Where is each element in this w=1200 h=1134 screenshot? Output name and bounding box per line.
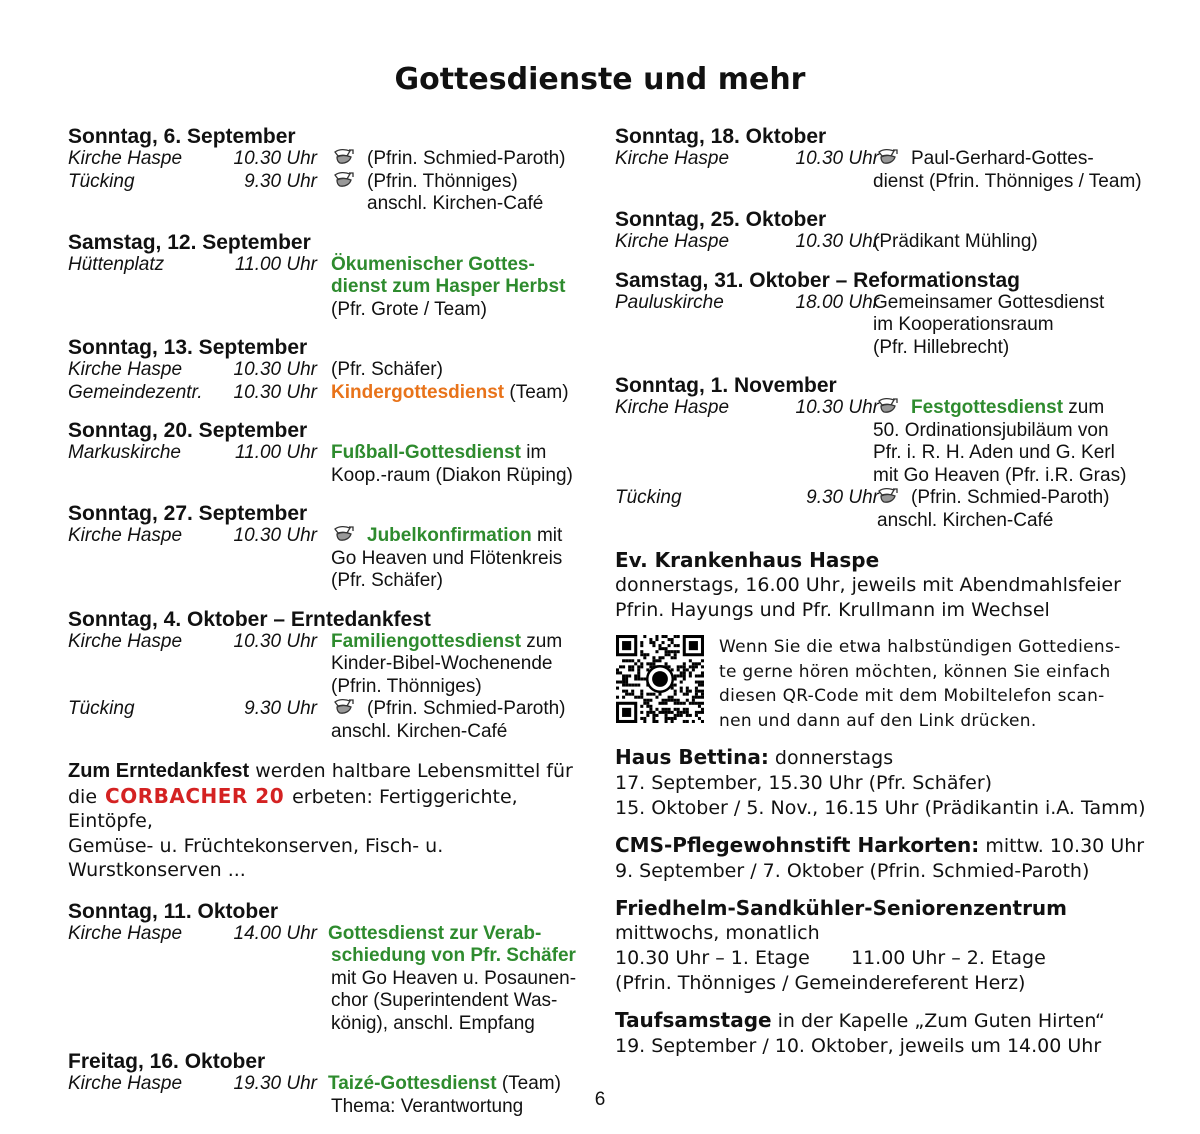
event-description bbox=[331, 968, 593, 991]
event-row bbox=[68, 676, 593, 699]
event-row bbox=[615, 510, 1155, 533]
right-events bbox=[615, 126, 1155, 532]
krankenhaus-block bbox=[615, 548, 1155, 623]
page-number: 6 bbox=[594, 1089, 606, 1110]
event-row bbox=[68, 653, 593, 676]
event-place: Tücking bbox=[68, 170, 135, 192]
event-block bbox=[615, 209, 1155, 254]
event-place: Kirche Haspe bbox=[68, 148, 183, 169]
event-row bbox=[68, 990, 593, 1013]
event-place: Kirche Haspe bbox=[615, 148, 730, 169]
event-highlight: Taizé-Gottesdienst bbox=[328, 1073, 497, 1094]
krankenhaus-line: donnerstags, 16.00 Uhr, jeweils mit Abendmahlsfeier bbox=[615, 574, 1121, 596]
event-time: 11.00 Uhr bbox=[234, 253, 317, 275]
right-column bbox=[615, 126, 1155, 1071]
event-place: Markuskirche bbox=[68, 442, 181, 463]
event-block bbox=[68, 901, 593, 1036]
event-date: Sonntag, 1. November bbox=[615, 374, 837, 397]
event-place: Gemeindezentr. bbox=[68, 381, 203, 403]
event-description bbox=[331, 276, 593, 299]
event-description bbox=[877, 510, 1155, 533]
qr-block bbox=[615, 635, 1155, 733]
event-description bbox=[877, 397, 1155, 420]
event-description bbox=[333, 171, 593, 194]
event-row bbox=[615, 171, 1155, 194]
event-description bbox=[331, 1013, 593, 1036]
event-date: Sonntag, 25. Oktober bbox=[615, 208, 827, 231]
event-time: 10.30 Uhr bbox=[233, 148, 317, 169]
event-text: Pfr. i. R. H. Aden und G. Kerl bbox=[873, 442, 1115, 463]
event-time: 9.30 Uhr bbox=[244, 170, 317, 192]
bettina-line: 15. Oktober / 5. Nov., 16.15 Uhr (Prädikantin i.A. Tamm) bbox=[615, 797, 1146, 819]
note-text: erbeten: Fertiggerichte, Eintöpfe, bbox=[68, 785, 518, 832]
event-description bbox=[367, 193, 593, 216]
qr-line: Wenn Sie die etwa halbstündigen Gottediens- bbox=[719, 637, 1121, 657]
event-row bbox=[68, 945, 593, 968]
event-row bbox=[68, 359, 593, 382]
left-events bbox=[68, 126, 593, 743]
event-block bbox=[615, 126, 1155, 193]
note-text: werden haltbare Lebensmittel für bbox=[249, 760, 573, 782]
event-row bbox=[615, 465, 1155, 488]
event-row bbox=[68, 193, 593, 216]
event-time: 11.00 Uhr bbox=[234, 442, 317, 463]
event-text: zum bbox=[1063, 397, 1105, 418]
event-highlight: Gottesdienst zur Verab- bbox=[328, 922, 542, 944]
event-place: Hüttenplatz bbox=[68, 253, 165, 275]
event-text: (Pfr. Hillebrecht) bbox=[873, 336, 1010, 358]
qr-line: diesen QR-Code mit dem Mobiltelefon scan- bbox=[719, 686, 1105, 706]
left-events-2 bbox=[68, 901, 593, 1119]
event-description bbox=[331, 299, 593, 322]
event-time: 10.30 Uhr bbox=[795, 231, 879, 252]
cms-block bbox=[615, 833, 1155, 884]
event-text: im Kooperationsraum bbox=[873, 314, 1054, 335]
event-text: im bbox=[521, 442, 547, 463]
event-highlight: Fußball-Gottesdienst bbox=[331, 442, 521, 463]
event-description bbox=[877, 487, 1155, 510]
event-text: Kinder-Bibel-Wochenende bbox=[331, 653, 553, 674]
event-block bbox=[615, 375, 1155, 532]
seniorenzentrum-heading: Friedhelm-Sandkühler-Seniorenzentrum bbox=[615, 896, 1068, 920]
event-highlight: dienst zum Hasper Herbst bbox=[331, 276, 566, 297]
event-row bbox=[68, 299, 593, 322]
event-text: (Pfrin. Schmied-Paroth) bbox=[367, 148, 566, 169]
event-time: 14.00 Uhr bbox=[233, 922, 317, 944]
event-date: Sonntag, 27. September bbox=[68, 502, 308, 525]
taufe-block bbox=[615, 1008, 1155, 1059]
event-highlight: Kindergottesdienst bbox=[331, 381, 505, 403]
event-block bbox=[68, 232, 593, 322]
event-text: mit bbox=[531, 525, 563, 546]
event-text: (Pfr. Grote / Team) bbox=[331, 298, 487, 320]
event-highlight: Ökumenischer Gottes- bbox=[331, 253, 535, 275]
event-text: (Pfrin. Thönniges) bbox=[367, 170, 518, 192]
event-text: könig), anschl. Empfang bbox=[331, 1012, 535, 1034]
event-text: anschl. Kirchen-Café bbox=[877, 509, 1054, 531]
event-date: Samstag, 12. September bbox=[68, 230, 311, 254]
event-description bbox=[333, 525, 593, 548]
seniorenzentrum-block bbox=[615, 896, 1155, 996]
page-title: Gottesdienste und mehr bbox=[394, 62, 806, 97]
seniorenzentrum-line: mittwochs, monatlich bbox=[615, 922, 820, 944]
event-row bbox=[615, 420, 1155, 443]
event-place: Kirche Haspe bbox=[68, 359, 183, 380]
krankenhaus-line: Pfrin. Hayungs und Pfr. Krullmann im Wechsel bbox=[615, 599, 1050, 621]
qr-line: nen und dann auf den Link drücken. bbox=[719, 710, 1037, 731]
event-description bbox=[331, 653, 593, 676]
event-date: Sonntag, 20. September bbox=[68, 419, 308, 442]
event-time: 18.00 Uhr bbox=[795, 291, 879, 313]
event-text: (Team) bbox=[504, 381, 569, 403]
event-block bbox=[68, 337, 593, 404]
event-text: mit Go Heaven u. Posaunen- bbox=[331, 967, 577, 989]
cms-line: 9. September / 7. Oktober (Pfrin. Schmied-Paroth) bbox=[615, 860, 1090, 882]
communion-cup-icon bbox=[877, 397, 899, 414]
communion-cup-icon bbox=[333, 171, 355, 188]
event-row bbox=[68, 382, 593, 405]
event-row bbox=[615, 148, 1155, 171]
event-text: (Pfrin. Schmied-Paroth) bbox=[367, 698, 566, 719]
event-description bbox=[873, 337, 1155, 360]
krankenhaus-heading: Ev. Krankenhaus Haspe bbox=[615, 548, 880, 572]
event-row bbox=[68, 923, 593, 946]
event-row bbox=[68, 442, 593, 465]
bettina-block bbox=[615, 745, 1155, 821]
taufe-heading: Taufsamstage bbox=[615, 1008, 772, 1032]
bettina-tail: donnerstags bbox=[768, 747, 894, 769]
event-date: Freitag, 16. Oktober bbox=[68, 1050, 266, 1073]
event-text: anschl. Kirchen-Café bbox=[331, 720, 508, 742]
event-row bbox=[615, 314, 1155, 337]
event-block bbox=[68, 420, 593, 487]
event-row bbox=[615, 397, 1155, 420]
event-row bbox=[68, 721, 593, 744]
event-time: 10.30 Uhr bbox=[233, 525, 317, 546]
event-description bbox=[873, 314, 1155, 337]
event-description bbox=[873, 171, 1155, 194]
event-text: dienst (Pfrin. Thönniges / Team) bbox=[873, 170, 1142, 192]
note-text: Gemüse- u. Früchtekonserven, Fisch- u. Wurstkonserven ... bbox=[68, 834, 444, 881]
event-row bbox=[68, 171, 593, 194]
communion-cup-icon bbox=[877, 487, 899, 504]
event-date: Sonntag, 6. September bbox=[68, 125, 296, 148]
event-text: (Pfr. Schäfer) bbox=[331, 359, 443, 380]
event-date: Sonntag, 18. Oktober bbox=[615, 125, 827, 148]
event-row bbox=[68, 968, 593, 991]
event-place: Kirche Haspe bbox=[615, 397, 730, 418]
event-text: zum bbox=[521, 630, 563, 652]
event-time: 10.30 Uhr bbox=[233, 630, 317, 652]
event-description bbox=[333, 698, 593, 721]
seniorenzentrum-time-1: 10.30 Uhr – 1. Etage bbox=[615, 947, 810, 969]
event-description bbox=[873, 465, 1155, 488]
event-text: 50. Ordinationsjubiläum von bbox=[873, 419, 1109, 441]
event-date: Sonntag, 4. Oktober – Erntedankfest bbox=[68, 607, 431, 631]
event-highlight: Jubelkonfirmation bbox=[367, 525, 532, 546]
event-block bbox=[68, 609, 593, 744]
qr-line: te gerne hören möchten, können Sie einfach bbox=[719, 661, 1111, 682]
bettina-heading: Haus Bettina: bbox=[615, 745, 769, 769]
event-description bbox=[328, 923, 593, 946]
event-description bbox=[873, 420, 1155, 443]
qr-text bbox=[719, 635, 1121, 733]
event-date: Sonntag, 13. September bbox=[68, 336, 308, 359]
communion-cup-icon bbox=[877, 148, 899, 165]
event-text: Go Heaven und Flötenkreis bbox=[331, 547, 563, 569]
event-description bbox=[331, 570, 593, 593]
event-description bbox=[331, 676, 593, 699]
communion-cup-icon bbox=[333, 698, 355, 715]
event-row bbox=[615, 292, 1155, 315]
event-text: (Pfr. Schäfer) bbox=[331, 570, 443, 591]
taufe-line: 19. September / 10. Oktober, jeweils um 14.00 Uhr bbox=[615, 1035, 1102, 1057]
event-block bbox=[68, 503, 593, 593]
event-text: (Pfrin. Thönniges) bbox=[331, 675, 482, 697]
event-row bbox=[68, 548, 593, 571]
event-description bbox=[331, 990, 593, 1013]
erntedank-note bbox=[68, 759, 593, 883]
event-description bbox=[331, 631, 593, 654]
cms-tail: mittw. 10.30 Uhr bbox=[979, 835, 1145, 857]
event-row bbox=[68, 631, 593, 654]
event-row bbox=[68, 1013, 593, 1036]
event-highlight: schiedung von Pfr. Schäfer bbox=[331, 945, 576, 966]
event-row bbox=[68, 698, 593, 721]
event-description bbox=[331, 945, 593, 968]
event-text: Gemeinsamer Gottesdienst bbox=[873, 291, 1105, 313]
event-highlight: Festgottesdienst bbox=[911, 397, 1064, 418]
event-time: 10.30 Uhr bbox=[795, 148, 879, 169]
event-description bbox=[331, 465, 593, 488]
event-description bbox=[333, 148, 593, 171]
event-text: mit Go Heaven (Pfr. i.R. Gras) bbox=[873, 464, 1127, 486]
event-text: anschl. Kirchen-Café bbox=[367, 193, 544, 214]
cms-heading: CMS-Pflegewohnstift Harkorten: bbox=[615, 833, 980, 857]
event-place: Kirche Haspe bbox=[615, 231, 730, 252]
corbacher-logo: CORBACHER 20 bbox=[105, 783, 285, 808]
event-row bbox=[68, 148, 593, 171]
event-place: Pauluskirche bbox=[615, 291, 724, 313]
event-text: (Prädikant Mühling) bbox=[873, 231, 1038, 252]
left-column bbox=[68, 126, 593, 1134]
event-time: 10.30 Uhr bbox=[233, 381, 317, 403]
event-description bbox=[331, 382, 593, 405]
event-row bbox=[68, 525, 593, 548]
event-row bbox=[615, 231, 1155, 254]
event-row bbox=[68, 254, 593, 277]
event-row bbox=[615, 337, 1155, 360]
event-text: chor (Superintendent Was- bbox=[331, 990, 558, 1011]
event-row bbox=[68, 276, 593, 299]
event-place: Kirche Haspe bbox=[68, 1073, 183, 1094]
event-block bbox=[615, 270, 1155, 360]
event-time: 9.30 Uhr bbox=[806, 487, 879, 508]
event-description bbox=[873, 442, 1155, 465]
event-text: Koop.-raum (Diakon Rüping) bbox=[331, 464, 573, 486]
event-place: Tücking bbox=[615, 487, 682, 508]
communion-cup-icon bbox=[333, 148, 355, 165]
event-time: 9.30 Uhr bbox=[244, 698, 317, 719]
event-time: 10.30 Uhr bbox=[795, 397, 879, 418]
event-text: Paul-Gerhard-Gottes- bbox=[911, 148, 1094, 169]
event-place: Tücking bbox=[68, 698, 135, 719]
event-text: Thema: Verantwortung bbox=[331, 1095, 524, 1117]
event-place: Kirche Haspe bbox=[68, 630, 183, 652]
event-description bbox=[331, 254, 593, 277]
event-description bbox=[873, 292, 1155, 315]
event-row bbox=[68, 465, 593, 488]
qr-code-icon[interactable] bbox=[615, 635, 705, 723]
event-text: (Team) bbox=[496, 1073, 561, 1094]
event-text: (Pfrin. Schmied-Paroth) bbox=[911, 487, 1110, 508]
event-place: Kirche Haspe bbox=[68, 922, 183, 944]
event-description bbox=[331, 721, 593, 744]
note-text: die bbox=[68, 785, 98, 808]
note-bold: Zum Erntedankfest bbox=[68, 760, 250, 782]
event-description bbox=[877, 148, 1155, 171]
event-highlight: Familiengottesdienst bbox=[331, 630, 522, 652]
event-description bbox=[331, 548, 593, 571]
seniorenzentrum-line: (Pfrin. Thönniges / Gemeindereferent Herz) bbox=[615, 972, 1026, 994]
event-description bbox=[331, 442, 593, 465]
event-date: Sonntag, 11. Oktober bbox=[68, 899, 279, 923]
event-description bbox=[873, 231, 1155, 254]
event-place: Kirche Haspe bbox=[68, 525, 183, 546]
event-block bbox=[68, 126, 593, 216]
communion-cup-icon bbox=[333, 525, 355, 542]
event-time: 10.30 Uhr bbox=[233, 359, 317, 380]
event-row bbox=[615, 442, 1155, 465]
event-time: 19.30 Uhr bbox=[233, 1073, 317, 1094]
event-date: Samstag, 31. Oktober – Reformationstag bbox=[615, 268, 1020, 292]
event-row bbox=[615, 487, 1155, 510]
taufe-tail: in der Kapelle „Zum Guten Hirten“ bbox=[771, 1010, 1105, 1032]
seniorenzentrum-time-2: 11.00 Uhr – 2. Etage bbox=[851, 947, 1046, 969]
bettina-line: 17. September, 15.30 Uhr (Pfr. Schäfer) bbox=[615, 772, 993, 794]
event-row bbox=[68, 570, 593, 593]
event-description bbox=[331, 359, 593, 382]
